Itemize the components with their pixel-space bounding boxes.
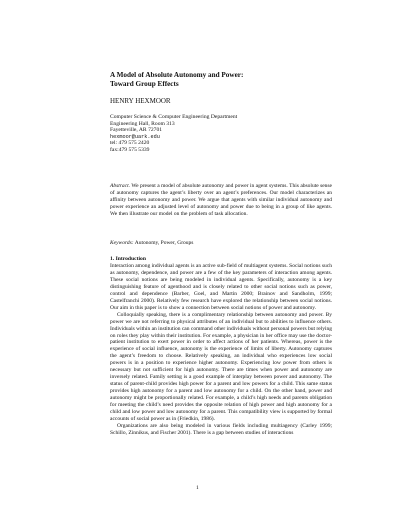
affiliation-city: Fayetteville, AR 72701 (110, 127, 163, 134)
abstract (110, 183, 332, 218)
affiliation-department: Computer Science & Computer Engineering Department (110, 114, 238, 120)
affiliation-building: Engineering Hall, Room 313 (110, 120, 175, 127)
paragraph: Organizations are also being modeled in various fields including multiagency (Carley 1999; Schillo, Zinnikus, and Fischer 2001). There is a gap between studies of interactions (110, 422, 332, 436)
author-telephone: tel: 479 575 2420 (110, 140, 150, 147)
keywords (110, 240, 193, 247)
abstract-text: We present a model of absolute autonomy and power in agent systems. This absolute sense of autonomy captures the agent’s liberty over an agent’s preferences. Our model characterizes an affinity between autonomy and power. We argue that agents with similar individual autonomy and power experience an adjusted level of autonomy and power due to being in a group of like agents. We then illustrate our model on the problem of task allocation. (110, 183, 332, 218)
page-number: 1 (196, 485, 199, 491)
keywords-label: Keywords: (110, 240, 134, 246)
abstract-label: Abstract. (110, 183, 131, 189)
title-line-2: Toward Group Effects (110, 80, 179, 88)
author-email[interactable]: hexmoor@uark.edu (110, 133, 160, 140)
paper-title (110, 71, 350, 89)
author-affiliation (110, 114, 237, 154)
author-name: HENRY HEXMOOR (110, 97, 171, 105)
section-heading-introduction: 1. Introduction (110, 256, 146, 262)
title-line-1: A Model of Absolute Autonomy and Power: (110, 71, 244, 79)
paragraph: Interaction among individual agents is an active sub-field of multiagent systems. Social notions such as autonomy, dependence, and power are a few of the key parameters of interaction among agents. These social notions are being modeled in individual agents. Specifically, autonomy is a key distinguishing feature of agenthood and is closely related to other social notions such as power, control and dependence (Barber, Goel, and Martin 2000; Brainov and Sandholm, 1999; Castelfranchi 2000). Relatively few research have explored the relationship between social notions. Our aim in this paper is to show a connection between social notions of power and autonomy. (110, 263, 332, 311)
paragraph: Colloquially speaking, there is a complimentary relationship between autonomy and power. By power we are not referring to physical attributes of an individual but to abilities to influence others. Individuals within an institution can command other individuals without personal powers but relying on roles they play within their institution. For example, a physician in her office may use the doctor-patient institution to exert power in order to affect actions of her patients. Whereas, power is the experience of social influence, autonomy is the experience of limits of liberty. Autonomy captures the agent’s freedom to choose. Relatively speaking, an individual who experiences low social powers is in a position to experience higher autonomy. Experiencing low power from others is necessary but not sufficient for high autonomy. There are times when power and autonomy are inversely related. Family setting is a good example of interplay between power and autonomy. The status of parent-child provides high power for a parent and low powers for a child. This same status provides high autonomy for a parent and low autonomy for a child. On the other hand, power and autonomy might be proportionally related. For example, a child’s high needs and parents obligation for meeting the child’s need provides the opposite relation of high power and high autonomy for a child and low power and low autonomy for a parent. This compatibility view is supported by formal accounts of social power as in (Friedkin, 1986). (110, 311, 332, 422)
keywords-text: Autonomy, Power, Groups (134, 240, 194, 246)
introduction-body (110, 263, 332, 437)
author-fax: fax:479 575 5339 (110, 146, 150, 153)
